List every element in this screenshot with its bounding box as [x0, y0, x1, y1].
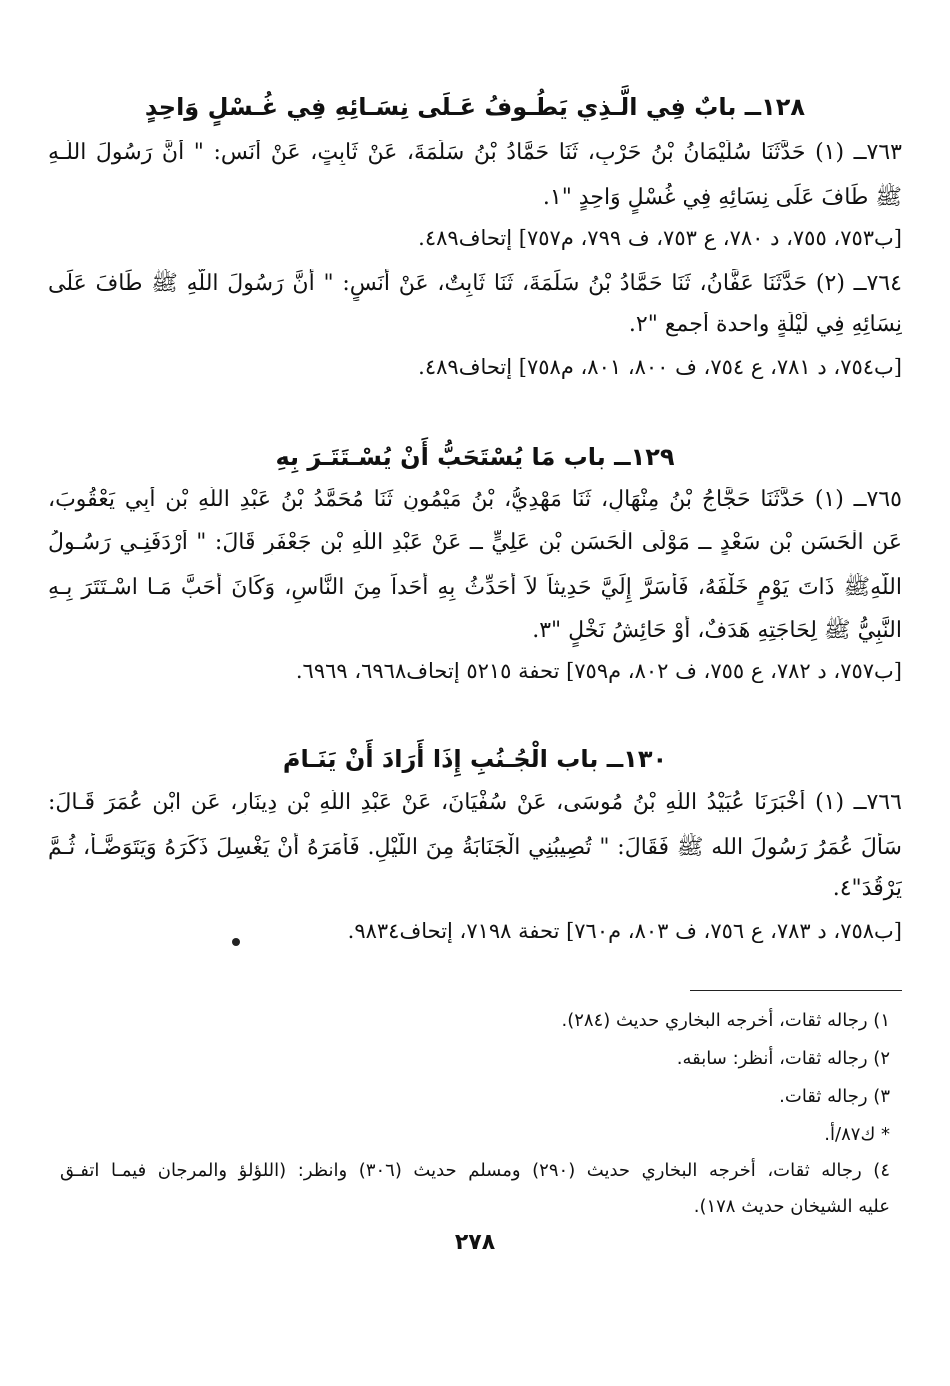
footnote-4-line-1: ٤) رجاله ثقات، أخرجه البخاري حديث (٢٩٠) ومسلم حديث (٣٠٦) وانظر: (اللؤلؤ والمرجان فيمـا اتفـق	[60, 1160, 890, 1181]
hadith-766-line-3: يَرْقُدَ"٤.	[832, 876, 902, 901]
footnote-3: ٣) رجاله ثقات.	[779, 1086, 890, 1107]
hadith-766-line-1: ٧٦٦ــ (١) أَخْبَرَنَا عُبَيْدُ اللَّهِ بْنُ مُوسَى، عَنْ سُفْيَانَ، عَنْ عَبْدِ اللَّهِ بْنِ دِينَارٍ، عَنِ ابْنِ عُمَرَ قَـالَ:	[48, 790, 902, 815]
hadith-763-line-1: ٧٦٣ــ (١) حَدَّثَنَا سُلَيْمَانُ بْنُ حَرْبٍ، ثَنَا حَمَّادُ بْنُ سَلَمَةَ، عَنْ ثَابِتٍ، عَنْ أَنَسٍ: " أَنَّ رَسُولَ اللَّـهِ	[48, 140, 902, 165]
hadith-763-line-2: ﷺ طَافَ عَلَى نِسَائِهِ فِي غُسْلٍ وَاحِدٍ "١.	[542, 185, 902, 210]
margin-mark-icon	[232, 938, 240, 946]
footnote-4-line-2: عليه الشيخان حديث ١٧٨).	[693, 1196, 890, 1217]
section-heading-129: ١٢٩ــ باب مَا يُسْتَحَبُّ أَنْ يُسْـتَتَـرَ بِهِ	[275, 443, 675, 471]
section-heading-128: ١٢٨ــ بابٌ فِي الَّـذِي يَطُـوفُ عَـلَى نِسَـائِهِ فِي غُـسْلٍ وَاحِدٍ	[144, 93, 806, 121]
hadith-765-line-3: اللَّهِﷺ ذَاتَ يَوْمٍ خَلْفَهُ، فَأَسَرَّ إِلَيَّ حَدِيثاً لاَ أُحَدِّثُ بِهِ أَحَداً مِنَ النَّاسِ، وَكَانَ أَحَبَّ مَـا اسْـتَتَرَ بِـهِ	[48, 575, 902, 600]
footnote-2: ٢) رجاله ثقات، أنظر: سابقه.	[676, 1048, 890, 1069]
footnote-marker: * ك٨٧/أ.	[824, 1124, 890, 1145]
footnote-1: ١) رجاله ثقات، أخرجه البخاري حديث (٢٨٤).	[561, 1010, 890, 1031]
hadith-763-references: [ب٧٥٣، ٧٥٥، د ٧٨٠، ع ٧٥٣، ف ٧٩٩، م٧٥٧] إتحاف٤٨٩.	[418, 226, 902, 250]
hadith-765-references: [ب٧٥٧، د ٧٨٢، ع ٧٥٥، ف ٨٠٢، م٧٥٩] تحفة ٥٢١٥ إتحاف٦٩٦٨، ٦٩٦٩.	[295, 659, 902, 683]
hadith-764-line-1: ٧٦٤ــ (٢) حَدَّثَنَا عَفَّانُ، ثَنَا حَمَّادُ بْنُ سَلَمَةَ، ثَنَا ثَابِتٌ، عَنْ أَنَسٍ: " أَنَّ رَسُولَ اللَّهِ ﷺ طَافَ عَلَى	[48, 271, 902, 296]
hadith-764-line-2: نِسَائِهِ فِي لَيْلَةٍ واحدة أجمع "٢.	[628, 312, 902, 337]
hadith-765-line-4: النَّبِيُّ ﷺ لِحَاجَتِهِ هَدَفٌ، أَوْ حَائِشُ نَخْلٍ "٣.	[532, 618, 902, 643]
hadith-765-line-2: عَنِ الْحَسَنِ بْنِ سَعْدٍ ــ مَوْلَى الْحَسَنِ بْنِ عَلِيٍّ ــ عَنْ عَبْدِ اللَّهِ بْنِ جَعْفَرٍ قَالَ: " أَرْدَفَنِـي رَسُـولُ	[48, 530, 902, 555]
page-number: ٢٧٨	[454, 1230, 496, 1255]
footnote-separator	[690, 990, 902, 991]
hadith-766-line-2: سَأَلَ عُمَرُ رَسُولَ الله ﷺ فَقَالَ: " تُصِيبُنِي الْجَنَابَةُ مِنَ اللَّيْلِ. فَأَمَرَهُ أَنْ يَغْسِلَ ذَكَرَهُ وَيَتَوَضَّـأَ، ثُـمَّ	[48, 835, 902, 860]
section-heading-130: ١٣٠ــ باب الْجُـنُبِ إِذَا أَرَادَ أَنْ يَنَـامَ	[282, 745, 668, 773]
hadith-766-references: [ب٧٥٨، د ٧٨٣، ع ٧٥٦، ف ٨٠٣، م٧٦٠] تحفة ٧١٩٨، إتحاف٩٨٣٤.	[347, 919, 902, 943]
hadith-764-references: [ب٧٥٤، د ٧٨١، ع ٧٥٤، ف ٨٠٠، ٨٠١، م٧٥٨] إتحاف٤٨٩.	[418, 355, 902, 379]
hadith-765-line-1: ٧٦٥ــ (١) حَدَّثَنَا حَجَّاجُ بْنُ مِنْهَالٍ، ثَنَا مَهْدِيُّ، بْنُ مَيْمُونٍ ثَنَا مُحَمَّدُ بْنُ عَبْدِ اللَّهِ بْنِ أَبِي يَعْقُوبَ،	[48, 487, 902, 512]
